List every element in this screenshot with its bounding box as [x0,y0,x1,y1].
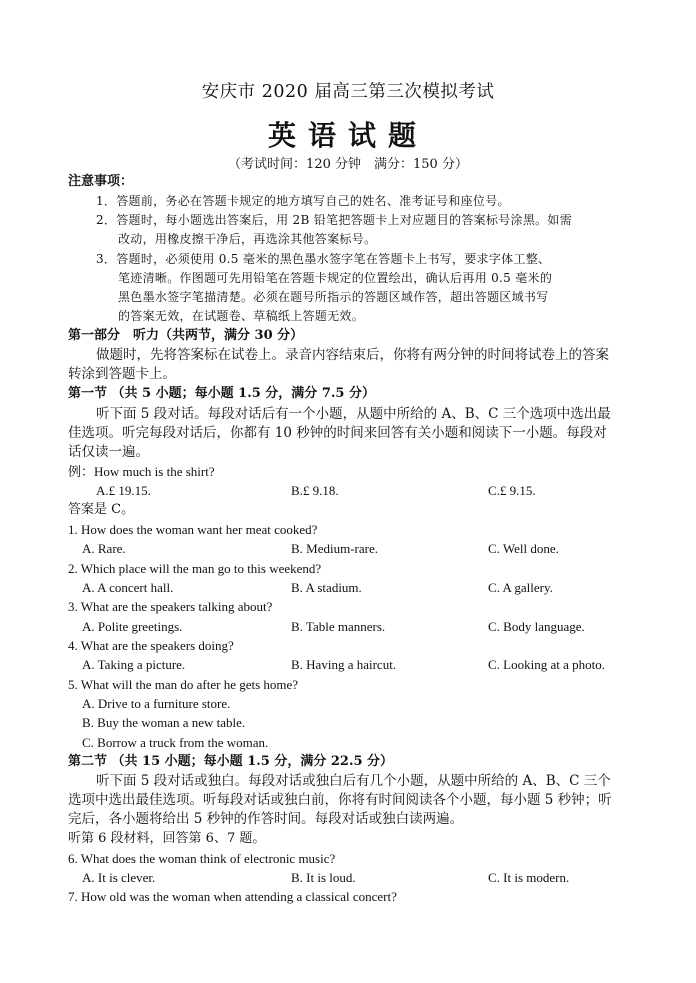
question-7: 7. How old was the woman when attending a classical concert? [68,889,397,904]
part1-heading: 第一部分 听力（共两节，满分 30 分） [68,328,304,343]
notice-line: 改动，用橡皮擦干净后，再选涂其他答案标号。 [118,232,377,246]
example-question: 例：How much is the shirt? [68,464,215,479]
q1-option-a: A. Rare. [82,541,126,556]
question-1: 1. How does the woman want her meat cooked? [68,522,318,537]
question-6: 6. What does the woman think of electronic music? [68,851,336,866]
q2-option-a: A. A concert hall. [82,580,174,595]
q5-option-a: A. Drive to a furniture store. [82,696,231,711]
notice-line: 2．答题时，每小题选出答案后，用 2B 铅笔把答题卡上对应题目的答案标号涂黑。如需 [96,213,573,227]
question-3: 3. What are the speakers talking about? [68,599,273,614]
example-answer: 答案是 C。 [68,502,135,517]
q2-option-c: C. A gallery. [488,580,553,595]
section2-intro: 选项中选出最佳选项。听每段对话或独白前，你将有时间阅读各个小题，每小题 5 秒钟；听 [68,792,612,808]
section2-intro: 完后，各小题将给出 5 秒钟的作答时间。每段对话或独白读两遍。 [68,811,464,827]
section2-intro: 听下面 5 段对话或独白。每段对话或独白后有几个小题，从题中所给的 A、B、C 三个 [96,773,611,789]
notice-line: 的答案无效，在试题卷、草稿纸上答题无效。 [118,309,365,323]
q6-option-c: C. It is modern. [488,870,570,885]
section1-intro: 佳选项。听完每段对话后，你都有 10 秒钟的时间来回答有关小题和阅读下一小题。每段对 [68,425,607,441]
part1-intro: 转涂到答题卡上。 [68,366,176,382]
material-instruction: 听第 6 段材料，回答第 6、7 题。 [68,831,266,846]
q4-option-c: C. Looking at a photo. [488,657,605,672]
section1-heading: 第一节 （共 5 小题；每小题 1.5 分，满分 7.5 分） [68,386,375,401]
q4-option-a: A. Taking a picture. [82,657,186,672]
example-option-a: A.£ 19.15. [96,483,151,498]
q3-option-c: C. Body language. [488,619,585,634]
section1-intro: 听下面 5 段对话。每段对话后有一个小题，从题中所给的 A、B、C 三个选项中选出最 [96,406,611,422]
example-option-b: B.£ 9.18. [291,483,339,498]
question-2: 2. Which place will the man go to this weekend? [68,561,322,576]
question-4: 4. What are the speakers doing? [68,638,234,653]
exam-time-score: （考试时间：120 分钟 满分：150 分） [228,157,468,172]
notice-line: 3．答题时，必须使用 0.5 毫米的黑色墨水签字笔在答题卡上书写，要求字体工整、 [96,252,551,266]
q2-option-b: B. A stadium. [291,580,362,595]
q6-option-a: A. It is clever. [82,870,156,885]
q3-option-a: A. Polite greetings. [82,619,183,634]
notice-heading: 注意事项： [68,174,134,189]
q6-option-b: B. It is loud. [291,870,356,885]
q1-option-b: B. Medium-rare. [291,541,379,556]
q5-option-b: B. Buy the woman a new table. [82,715,246,730]
q4-option-b: B. Having a haircut. [291,657,397,672]
notice-line: 黑色墨水签字笔描清楚。必须在题号所指示的答题区域作答，超出答题区域书写 [118,290,549,304]
q1-option-c: C. Well done. [488,541,559,556]
part1-intro: 做题时，先将答案标在试卷上。录音内容结束后，你将有两分钟的时间将试卷上的答案 [96,347,609,363]
q3-option-b: B. Table manners. [291,619,386,634]
exam-title: 安庆市 2020 届高三第三次模拟考试 [201,82,495,102]
section2-heading: 第二节 （共 15 小题；每小题 1.5 分，满分 22.5 分） [68,754,394,769]
question-5: 5. What will the man do after he gets home? [68,677,299,692]
notice-line: 1．答题前，务必在答题卡规定的地方填写自己的姓名、准考证号和座位号。 [96,194,510,208]
subject-title: 英语试题 [267,119,428,152]
section1-intro: 话仅读一遍。 [68,444,149,460]
example-option-c: C.£ 9.15. [488,483,536,498]
q5-option-c: C. Borrow a truck from the woman. [82,735,269,750]
notice-line: 笔迹清晰。作图题可先用铅笔在答题卡规定的位置绘出，确认后再用 0.5 毫米的 [118,271,553,285]
